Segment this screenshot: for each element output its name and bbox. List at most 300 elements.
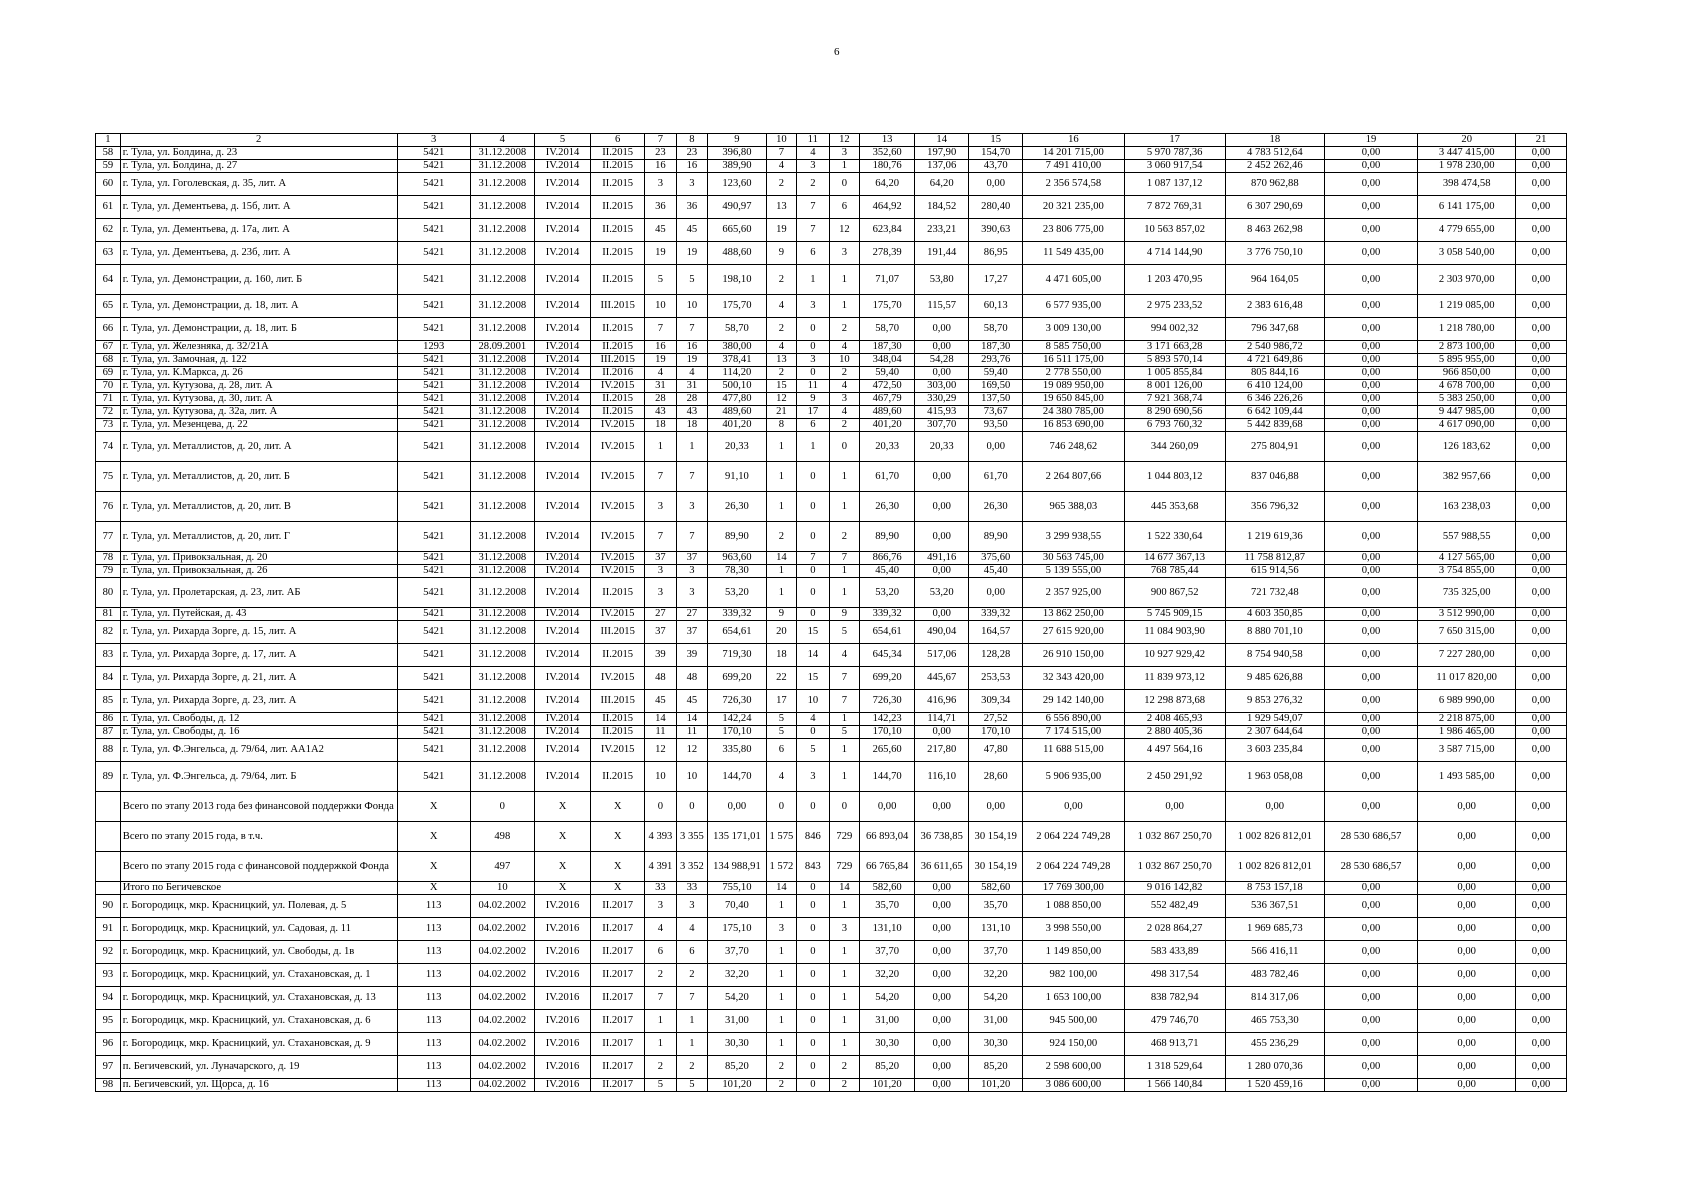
table-cell: 2 [829, 318, 859, 341]
table-cell: 0,00 [1516, 822, 1567, 852]
address-cell: г. Богородицк, мкр. Красницкий, ул. Стахановская, д. 6 [120, 1010, 397, 1033]
table-cell: 128,28 [969, 644, 1023, 667]
table-cell: 6 [829, 196, 859, 219]
table-cell: 6 [766, 739, 796, 762]
table-cell: 217,80 [915, 739, 969, 762]
table-cell: 0,00 [1516, 341, 1567, 354]
table-cell: 3 355 [676, 822, 708, 852]
table-cell: 0,00 [1516, 739, 1567, 762]
table-row [96, 1056, 1567, 1079]
table-cell: 982 100,00 [1023, 964, 1124, 987]
column-number: 7 [645, 134, 677, 147]
table-cell: 163 238,03 [1418, 492, 1516, 522]
table-row [96, 432, 1567, 462]
table-cell: 24 380 785,00 [1023, 406, 1124, 419]
table-cell: 54,20 [860, 987, 915, 1010]
table-cell: IV.2015 [591, 522, 645, 552]
table-cell: 30,30 [969, 1033, 1023, 1056]
table-cell: IV.2014 [534, 726, 590, 739]
table-cell: 0,00 [1516, 792, 1567, 822]
table-cell: 0,00 [1324, 147, 1417, 160]
column-number: 8 [676, 134, 708, 147]
table-cell: 4 714 144,90 [1124, 242, 1225, 265]
table-cell: 45,40 [860, 565, 915, 578]
table-cell: 91 [96, 918, 121, 941]
table-cell: 0,00 [1418, 964, 1516, 987]
table-cell: 2 264 807,66 [1023, 462, 1124, 492]
table-cell: 0,00 [1516, 1079, 1567, 1092]
table-cell: 1 [766, 895, 796, 918]
table-cell: 1 203 470,95 [1124, 265, 1225, 295]
table-cell: 2 064 224 749,28 [1023, 822, 1124, 852]
table-cell: 67 [96, 341, 121, 354]
table-cell: 37,70 [860, 941, 915, 964]
table-cell: 74 [96, 432, 121, 462]
table-cell: 19 [645, 242, 677, 265]
table-cell: 84 [96, 667, 121, 690]
table-cell: 0 [797, 367, 830, 380]
table-cell: 0,00 [915, 792, 969, 822]
table-cell: 61,70 [969, 462, 1023, 492]
table-cell: 1 [829, 265, 859, 295]
table-cell: 17,27 [969, 265, 1023, 295]
table-row [96, 147, 1567, 160]
table-cell: 582,60 [860, 882, 915, 895]
table-cell: 5 906 935,00 [1023, 762, 1124, 792]
table-cell: 1 929 549,07 [1225, 713, 1324, 726]
table-row [96, 522, 1567, 552]
table-cell: 78,30 [708, 565, 767, 578]
column-number: 11 [797, 134, 830, 147]
column-number: 18 [1225, 134, 1324, 147]
table-cell: 144,70 [860, 762, 915, 792]
table-cell: X [591, 852, 645, 882]
table-cell: 2 [645, 964, 677, 987]
table-cell: 93,50 [969, 419, 1023, 432]
table-cell: 1 005 855,84 [1124, 367, 1225, 380]
address-cell: г. Богородицк, мкр. Красницкий, ул. Полевая, д. 5 [120, 895, 397, 918]
table-cell: 7 491 410,00 [1023, 160, 1124, 173]
table-cell: 5421 [397, 644, 470, 667]
table-cell: 7 174 515,00 [1023, 726, 1124, 739]
table-cell: II.2017 [591, 941, 645, 964]
table-cell: 4 [676, 367, 708, 380]
table-cell: 5421 [397, 196, 470, 219]
table-cell: 85,20 [860, 1056, 915, 1079]
table-cell: 5421 [397, 318, 470, 341]
table-cell: 2 064 224 749,28 [1023, 852, 1124, 882]
table-cell: 04.02.2002 [470, 1079, 534, 1092]
address-cell: г. Богородицк, мкр. Красницкий, ул. Стахановская, д. 13 [120, 987, 397, 1010]
table-cell: IV.2014 [534, 578, 590, 608]
table-cell: 5421 [397, 147, 470, 160]
table-cell: 489,60 [708, 406, 767, 419]
table-row [96, 941, 1567, 964]
table-cell: 0,00 [1324, 608, 1417, 621]
table-cell: 0,00 [1516, 690, 1567, 713]
table-cell: 1 572 [766, 852, 796, 882]
address-cell: г. Тула, ул. Кутузова, д. 32а, лит. А [120, 406, 397, 419]
table-cell: 5421 [397, 432, 470, 462]
table-cell: 58,70 [860, 318, 915, 341]
table-cell: 31.12.2008 [470, 354, 534, 367]
table-cell: 12 [645, 739, 677, 762]
table-cell: 0,00 [1516, 380, 1567, 393]
table-cell: 32,20 [860, 964, 915, 987]
table-cell: 1 088 850,00 [1023, 895, 1124, 918]
table-cell: 4 497 564,16 [1124, 739, 1225, 762]
table-cell: 0 [797, 1056, 830, 1079]
table-cell: 0,00 [1324, 219, 1417, 242]
table-cell: 0,00 [1324, 644, 1417, 667]
table-cell: 0 [797, 1079, 830, 1092]
table-cell: 0 [797, 726, 830, 739]
table-cell: 3 [766, 918, 796, 941]
table-cell: 90 [96, 895, 121, 918]
table-cell: 7 [645, 987, 677, 1010]
table-row [96, 621, 1567, 644]
table-cell: 04.02.2002 [470, 895, 534, 918]
table-cell: 11 758 812,87 [1225, 552, 1324, 565]
table-cell: 53,20 [708, 578, 767, 608]
table-cell: 2 452 262,46 [1225, 160, 1324, 173]
column-number: 1 [96, 134, 121, 147]
table-cell: 5421 [397, 739, 470, 762]
table-cell: 566 416,11 [1225, 941, 1324, 964]
table-cell: II.2017 [591, 1056, 645, 1079]
table-cell: 1 575 [766, 822, 796, 852]
table-cell: 94 [96, 987, 121, 1010]
table-cell: 6 346 226,26 [1225, 393, 1324, 406]
table-cell: IV.2014 [534, 318, 590, 341]
table-cell: 113 [397, 895, 470, 918]
table-cell: 2 307 644,64 [1225, 726, 1324, 739]
table-row [96, 393, 1567, 406]
table-cell: 3 [645, 173, 677, 196]
table-cell: 726,30 [860, 690, 915, 713]
table-cell: 5421 [397, 265, 470, 295]
table-cell: 169,50 [969, 380, 1023, 393]
table-cell: 1 520 459,16 [1225, 1079, 1324, 1092]
table-cell: 5421 [397, 295, 470, 318]
table-cell: 17 [766, 690, 796, 713]
table-cell: 31.12.2008 [470, 406, 534, 419]
table-cell: 3 447 415,00 [1418, 147, 1516, 160]
table-cell: 307,70 [915, 419, 969, 432]
table-cell: X [534, 822, 590, 852]
table-cell: 39 [676, 644, 708, 667]
table-cell: 3 352 [676, 852, 708, 882]
table-cell: 5421 [397, 608, 470, 621]
table-cell: 0,00 [1418, 792, 1516, 822]
table-cell: 197,90 [915, 147, 969, 160]
table-cell: 27 [645, 608, 677, 621]
address-cell: п. Бегичевский, ул. Щорса, д. 16 [120, 1079, 397, 1092]
table-cell: 339,32 [969, 608, 1023, 621]
table-cell: IV.2015 [591, 462, 645, 492]
table-cell: 30,30 [860, 1033, 915, 1056]
table-cell: 04.02.2002 [470, 1033, 534, 1056]
table-cell: 11 549 435,00 [1023, 242, 1124, 265]
table-cell: 5421 [397, 522, 470, 552]
table-cell: X [591, 882, 645, 895]
table-cell: 0,00 [915, 882, 969, 895]
table-cell: 10 927 929,42 [1124, 644, 1225, 667]
table-cell: 1 [829, 295, 859, 318]
table-cell: 0,00 [915, 1079, 969, 1092]
table-cell: 2 450 291,92 [1124, 762, 1225, 792]
table-cell: 16 [676, 341, 708, 354]
table-cell: 10 [645, 295, 677, 318]
address-cell: г. Богородицк, мкр. Красницкий, ул. Стахановская, д. 1 [120, 964, 397, 987]
table-cell: 805 844,16 [1225, 367, 1324, 380]
table-cell: 80 [96, 578, 121, 608]
table-cell: 37,70 [969, 941, 1023, 964]
table-cell: IV.2016 [534, 941, 590, 964]
table-cell: 14 677 367,13 [1124, 552, 1225, 565]
table-cell: 0,00 [1324, 552, 1417, 565]
table-cell: 0 [470, 792, 534, 822]
table-cell: 3 754 855,00 [1418, 565, 1516, 578]
table-cell: 28,60 [969, 762, 1023, 792]
table-cell: 0,00 [915, 318, 969, 341]
table-cell: 31,00 [860, 1010, 915, 1033]
table-cell: 113 [397, 918, 470, 941]
table-cell: 04.02.2002 [470, 918, 534, 941]
table-cell: 0,00 [969, 578, 1023, 608]
table-cell: 0,00 [1516, 578, 1567, 608]
table-cell: 1 [766, 462, 796, 492]
table-cell: 64,20 [860, 173, 915, 196]
table-cell: 13 [766, 196, 796, 219]
table-cell: 0,00 [915, 367, 969, 380]
address-cell: г. Тула, ул. Ф.Энгельса, д. 79/64, лит. АА1А2 [120, 739, 397, 762]
table-cell: 32,20 [969, 964, 1023, 987]
table-cell: 04.02.2002 [470, 1056, 534, 1079]
table-cell: 0 [797, 565, 830, 578]
table-row [96, 608, 1567, 621]
table-cell: IV.2014 [534, 147, 590, 160]
table-cell: IV.2015 [591, 552, 645, 565]
table-cell: 9 016 142,82 [1124, 882, 1225, 895]
table-cell: 131,10 [969, 918, 1023, 941]
table-cell: 654,61 [708, 621, 767, 644]
table-cell: 2 540 986,72 [1225, 341, 1324, 354]
table-cell: 31.12.2008 [470, 552, 534, 565]
table-cell: 5 745 909,15 [1124, 608, 1225, 621]
address-cell: г. Тула, ул. Демонстрации, д. 18, лит. А [120, 295, 397, 318]
table-cell: 58,70 [708, 318, 767, 341]
table-cell: 04.02.2002 [470, 987, 534, 1010]
table-cell: 0,00 [1516, 941, 1567, 964]
table-row [96, 667, 1567, 690]
table-cell: 4 [829, 341, 859, 354]
table-cell: 5 [676, 1079, 708, 1092]
table-cell: 43 [645, 406, 677, 419]
table-cell: 7 650 315,00 [1418, 621, 1516, 644]
table-cell: III.2015 [591, 621, 645, 644]
table-cell: 31 [676, 380, 708, 393]
table-row [96, 987, 1567, 1010]
address-cell: г. Тула, ул. Металлистов, д. 20, лит. В [120, 492, 397, 522]
table-cell: 31.12.2008 [470, 265, 534, 295]
table-cell: 838 782,94 [1124, 987, 1225, 1010]
table-cell: 59,40 [860, 367, 915, 380]
table-cell: 0,00 [1324, 462, 1417, 492]
table-cell: 1 [829, 762, 859, 792]
table-cell: 0,00 [1418, 882, 1516, 895]
table-cell: 0,00 [915, 341, 969, 354]
table-cell: 755,10 [708, 882, 767, 895]
table-cell: 4 [676, 918, 708, 941]
table-cell: 9 [766, 608, 796, 621]
table-cell: 900 867,52 [1124, 578, 1225, 608]
table-cell: 11 839 973,12 [1124, 667, 1225, 690]
address-cell: г. Тула, ул. Пролетарская, д. 23, лит. АБ [120, 578, 397, 608]
table-cell: 5 893 570,14 [1124, 354, 1225, 367]
table-cell: 0,00 [1324, 419, 1417, 432]
table-cell: 0 [797, 882, 830, 895]
column-number: 14 [915, 134, 969, 147]
table-cell: 3 [797, 354, 830, 367]
table-cell: 1 [829, 462, 859, 492]
table-cell: II.2015 [591, 762, 645, 792]
table-cell: 0,00 [860, 792, 915, 822]
table-row [96, 1010, 1567, 1033]
table-cell: 1 [766, 941, 796, 964]
table-cell: 43 [676, 406, 708, 419]
table-cell: 0,00 [1516, 1010, 1567, 1033]
table-cell: 0,00 [1418, 895, 1516, 918]
table-cell: 45 [676, 219, 708, 242]
table-cell: 0,00 [1516, 354, 1567, 367]
address-cell: г. Тула, ул. Привокзальная, д. 20 [120, 552, 397, 565]
table-cell: 4 603 350,85 [1225, 608, 1324, 621]
table-cell: 04.02.2002 [470, 1010, 534, 1033]
table-cell: 4 [797, 713, 830, 726]
table-cell: 3 [645, 578, 677, 608]
table-cell: 3 512 990,00 [1418, 608, 1516, 621]
table-cell: 2 303 970,00 [1418, 265, 1516, 295]
table-cell: 31.12.2008 [470, 242, 534, 265]
table-cell: 6 [645, 941, 677, 964]
table-cell: 1 032 867 250,70 [1124, 852, 1225, 882]
table-cell: 5 442 839,68 [1225, 419, 1324, 432]
table-cell: 1 [676, 1010, 708, 1033]
table-cell: II.2017 [591, 918, 645, 941]
table-cell: 536 367,51 [1225, 895, 1324, 918]
table-cell: X [397, 852, 470, 882]
table-cell: 6 577 935,00 [1023, 295, 1124, 318]
table-cell: 7 [797, 219, 830, 242]
table-cell: 7 921 368,74 [1124, 393, 1225, 406]
table-cell: 28 [676, 393, 708, 406]
table-cell: 1 [829, 1033, 859, 1056]
table-row [96, 462, 1567, 492]
table-cell: IV.2014 [534, 565, 590, 578]
table-cell: 483 782,46 [1225, 964, 1324, 987]
table-cell: 31.12.2008 [470, 565, 534, 578]
table-cell: II.2015 [591, 726, 645, 739]
table-cell: 37 [645, 552, 677, 565]
table-cell: 5421 [397, 667, 470, 690]
table-cell: 31.12.2008 [470, 393, 534, 406]
table-cell: 378,41 [708, 354, 767, 367]
table-cell: 29 142 140,00 [1023, 690, 1124, 713]
table-cell: 14 [645, 713, 677, 726]
table-cell: 36 [645, 196, 677, 219]
table-cell: 552 482,49 [1124, 895, 1225, 918]
table-cell: 330,29 [915, 393, 969, 406]
table-cell: 401,20 [860, 419, 915, 432]
table-cell: 15 [797, 621, 830, 644]
table-cell: 4 [766, 295, 796, 318]
table-cell: 2 356 574,58 [1023, 173, 1124, 196]
table-cell: 7 [766, 147, 796, 160]
table-cell: 113 [397, 941, 470, 964]
table-cell: 2 [766, 522, 796, 552]
table-cell: IV.2015 [591, 739, 645, 762]
table-cell: 30 563 745,00 [1023, 552, 1124, 565]
table-cell: 8 290 690,56 [1124, 406, 1225, 419]
table-cell: 75 [96, 462, 121, 492]
table-cell: 14 [797, 644, 830, 667]
table-cell: 23 [645, 147, 677, 160]
table-cell: 10 [470, 882, 534, 895]
table-cell: 68 [96, 354, 121, 367]
table-cell: 1 219 085,00 [1418, 295, 1516, 318]
table-cell: 11 [645, 726, 677, 739]
table-cell: IV.2016 [534, 964, 590, 987]
table-row [96, 1079, 1567, 1092]
table-cell: 92 [96, 941, 121, 964]
address-cell: г. Тула, ул. Металлистов, д. 20, лит. Г [120, 522, 397, 552]
table-cell: 1 [645, 1010, 677, 1033]
table-cell: 278,39 [860, 242, 915, 265]
table-cell: 1 [829, 713, 859, 726]
table-cell: 721 732,48 [1225, 578, 1324, 608]
table-cell: 344 260,09 [1124, 432, 1225, 462]
table-cell: 2 [766, 318, 796, 341]
table-cell: 19 [766, 219, 796, 242]
table-cell: IV.2014 [534, 173, 590, 196]
table-cell: IV.2015 [591, 380, 645, 393]
table-cell: 31,00 [969, 1010, 1023, 1033]
table-cell: IV.2016 [534, 1056, 590, 1079]
table-cell: II.2015 [591, 644, 645, 667]
table-cell: 33 [676, 882, 708, 895]
table-cell: 86 [96, 713, 121, 726]
table-cell: 0,00 [1324, 242, 1417, 265]
table-cell: 380,00 [708, 341, 767, 354]
table-cell: 0,00 [1324, 895, 1417, 918]
table-cell: 1 566 140,84 [1124, 1079, 1225, 1092]
table-cell: 0,00 [1516, 565, 1567, 578]
table-cell: 58 [96, 147, 121, 160]
table-cell: 0,00 [1516, 552, 1567, 565]
table-cell: 445,67 [915, 667, 969, 690]
table-cell: 0 [797, 792, 830, 822]
table-cell: 191,44 [915, 242, 969, 265]
table-cell [96, 882, 121, 895]
table-cell: 31 [645, 380, 677, 393]
table-cell: 4 471 605,00 [1023, 265, 1124, 295]
table-cell: 1 653 100,00 [1023, 987, 1124, 1010]
table-cell: 0,00 [969, 432, 1023, 462]
table-cell: 477,80 [708, 393, 767, 406]
table-cell: 1 218 780,00 [1418, 318, 1516, 341]
table-cell: 20,33 [708, 432, 767, 462]
